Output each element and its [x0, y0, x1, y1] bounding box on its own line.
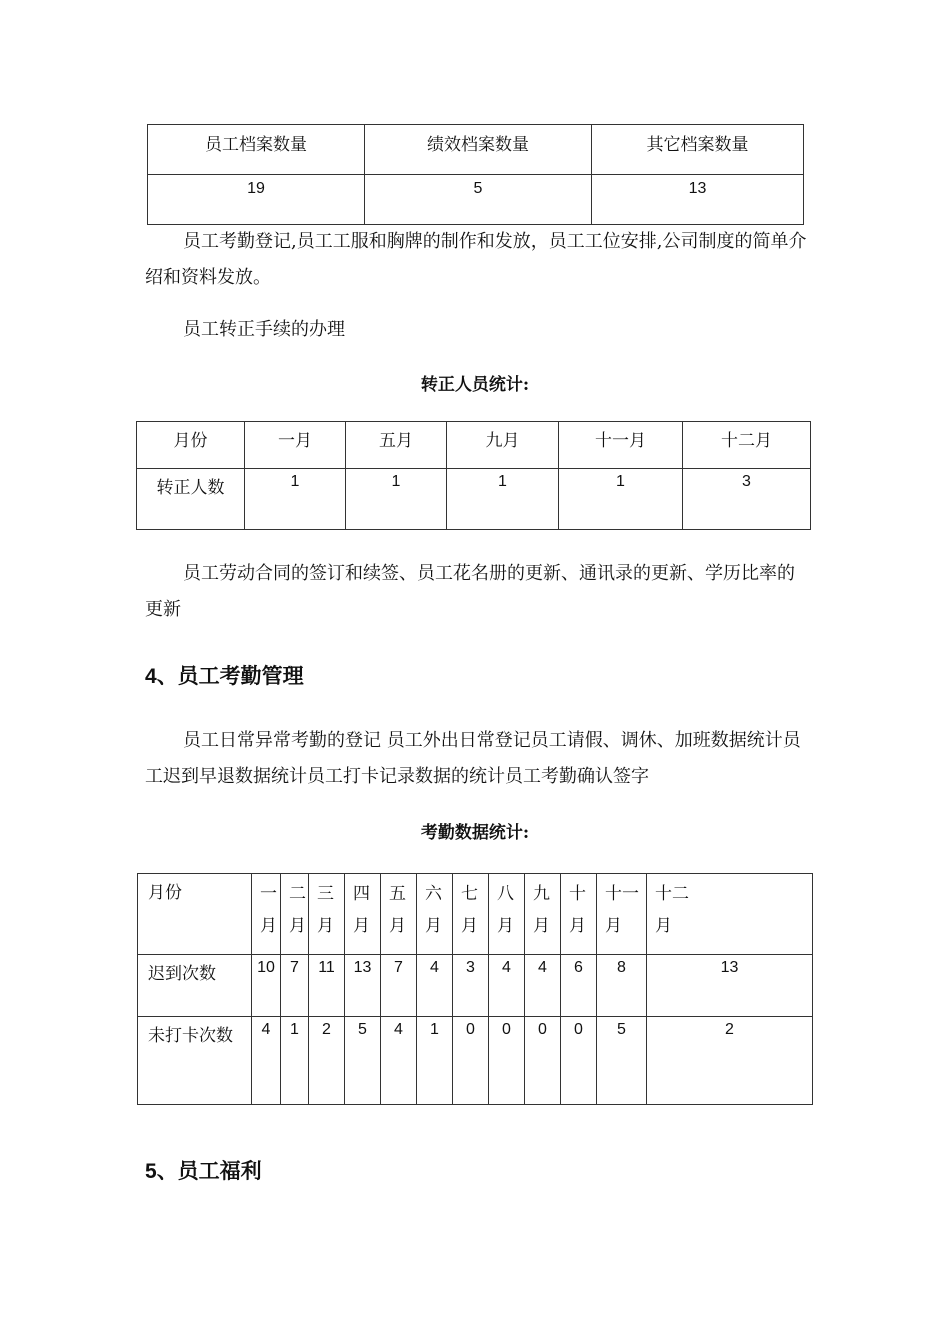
table-cell: 7 [281, 955, 309, 1017]
table-cell: 4 [525, 955, 561, 1017]
month-header-line: 月 [353, 916, 370, 936]
month-header-line: 十一 [605, 884, 639, 904]
month-header-line: 月 [289, 916, 306, 936]
table-cell: 1 [281, 1017, 309, 1105]
table-row [137, 469, 811, 530]
table-header-cell: 员工档案数量 [148, 125, 365, 175]
table-cell: 4 [489, 955, 525, 1017]
section-title-text: 、员工福利 [156, 1158, 262, 1183]
month-header-line: 月 [260, 916, 277, 936]
month-header-line: 四 [353, 884, 370, 904]
regular-staff-table [136, 421, 811, 530]
month-header-line: 月 [461, 916, 478, 936]
table-header-cell: 十一月 [559, 422, 683, 469]
table-cell: 5 [365, 175, 592, 225]
month-header-4 [345, 874, 381, 955]
table-cell: 1 [447, 469, 559, 530]
table-cell: 0 [489, 1017, 525, 1105]
month-header-line: 月 [317, 916, 334, 936]
month-header-line: 月 [497, 916, 514, 936]
attendance-caption: 考勤数据统计: [420, 823, 530, 843]
paragraph-attendance-management: 员工日常异常考勤的登记 员工外出日常登记员工请假、调休、加班数据统计员工迟到早退数据统计员工打卡记录数据的统计员工考勤确认签字 [145, 730, 801, 787]
table-cell: 0 [525, 1017, 561, 1105]
month-header-12 [647, 874, 813, 955]
month-header-line: 八 [497, 884, 514, 904]
month-header-line: 九 [533, 884, 550, 904]
table-cell: 0 [561, 1017, 597, 1105]
table-cell: 3 [453, 955, 489, 1017]
table-cell: 13 [647, 955, 813, 1017]
month-header-line: 五 [389, 884, 406, 904]
attendance-table [137, 873, 813, 1105]
table-cell: 1 [245, 469, 346, 530]
month-header-line: 十二 [655, 884, 689, 904]
table-header-cell: 一月 [245, 422, 346, 469]
month-header-10 [561, 874, 597, 955]
table-cell: 0 [453, 1017, 489, 1105]
month-header-line: 七 [461, 884, 478, 904]
table-cell: 13 [345, 955, 381, 1017]
table-cell: 2 [647, 1017, 813, 1105]
month-header-3 [309, 874, 345, 955]
table-row [138, 1017, 813, 1105]
table-cell: 1 [417, 1017, 453, 1105]
table-header-cell: 五月 [346, 422, 447, 469]
archive-count-table [147, 124, 804, 225]
section-number: 4 [145, 665, 157, 688]
table-row [138, 955, 813, 1017]
table-header-cell: 九月 [447, 422, 559, 469]
table-row [148, 175, 804, 225]
regular-staff-caption: 转正人员统计: [420, 375, 530, 395]
table-header-cell: 其它档案数量 [592, 125, 804, 175]
month-header-9 [525, 874, 561, 955]
section-5-heading [145, 1155, 262, 1185]
table-row-label: 转正人数 [137, 469, 245, 530]
month-header-8 [489, 874, 525, 955]
month-header-line: 六 [425, 884, 442, 904]
paragraph-regularization: 员工转正手续的办理 [183, 319, 345, 340]
table-row [137, 422, 811, 469]
table-cell: 10 [252, 955, 281, 1017]
month-header-line: 月 [605, 916, 622, 936]
month-header-2 [281, 874, 309, 955]
paragraph-attendance-registration: 员工考勤登记,员工工服和胸牌的制作和发放，员工工位安排,公司制度的简单介绍和资料发放。 [145, 231, 807, 288]
table-cell: 5 [597, 1017, 647, 1105]
table-cell: 5 [345, 1017, 381, 1105]
table-cell: 4 [252, 1017, 281, 1105]
month-header-7 [453, 874, 489, 955]
month-header-line: 一 [260, 884, 277, 904]
table-row-label: 未打卡次数 [138, 1017, 252, 1105]
table-cell: 4 [381, 1017, 417, 1105]
section-number: 5 [145, 1160, 157, 1183]
month-header-6 [417, 874, 453, 955]
table-cell: 11 [309, 955, 345, 1017]
month-header-line: 月 [389, 916, 406, 936]
table-header-cell: 十二月 [683, 422, 811, 469]
month-header-line: 二 [289, 884, 306, 904]
table-cell: 6 [561, 955, 597, 1017]
paragraph-contract-update: 员工劳动合同的签订和续签、员工花名册的更新、通讯录的更新、学历比率的更新 [145, 563, 795, 620]
month-header-line: 月 [655, 916, 672, 936]
table-cell: 3 [683, 469, 811, 530]
table-row [138, 874, 813, 955]
table-cell: 7 [381, 955, 417, 1017]
table-header-cell: 月份 [138, 874, 252, 955]
section-4-heading [145, 660, 304, 690]
table-cell: 19 [148, 175, 365, 225]
month-header-line: 月 [533, 916, 550, 936]
table-cell: 8 [597, 955, 647, 1017]
month-header-line: 月 [569, 916, 586, 936]
table-row-label: 迟到次数 [138, 955, 252, 1017]
month-header-11 [597, 874, 647, 955]
table-row [148, 125, 804, 175]
table-cell: 13 [592, 175, 804, 225]
month-header-line: 月 [425, 916, 442, 936]
table-header-cell: 月份 [137, 422, 245, 469]
month-header-5 [381, 874, 417, 955]
table-cell: 1 [559, 469, 683, 530]
table-cell: 4 [417, 955, 453, 1017]
table-cell: 2 [309, 1017, 345, 1105]
month-header-1 [252, 874, 281, 955]
table-header-cell: 绩效档案数量 [365, 125, 592, 175]
month-header-line: 十 [569, 884, 586, 904]
section-title-text: 、员工考勤管理 [156, 663, 304, 688]
table-cell: 1 [346, 469, 447, 530]
month-header-line: 三 [317, 884, 334, 904]
